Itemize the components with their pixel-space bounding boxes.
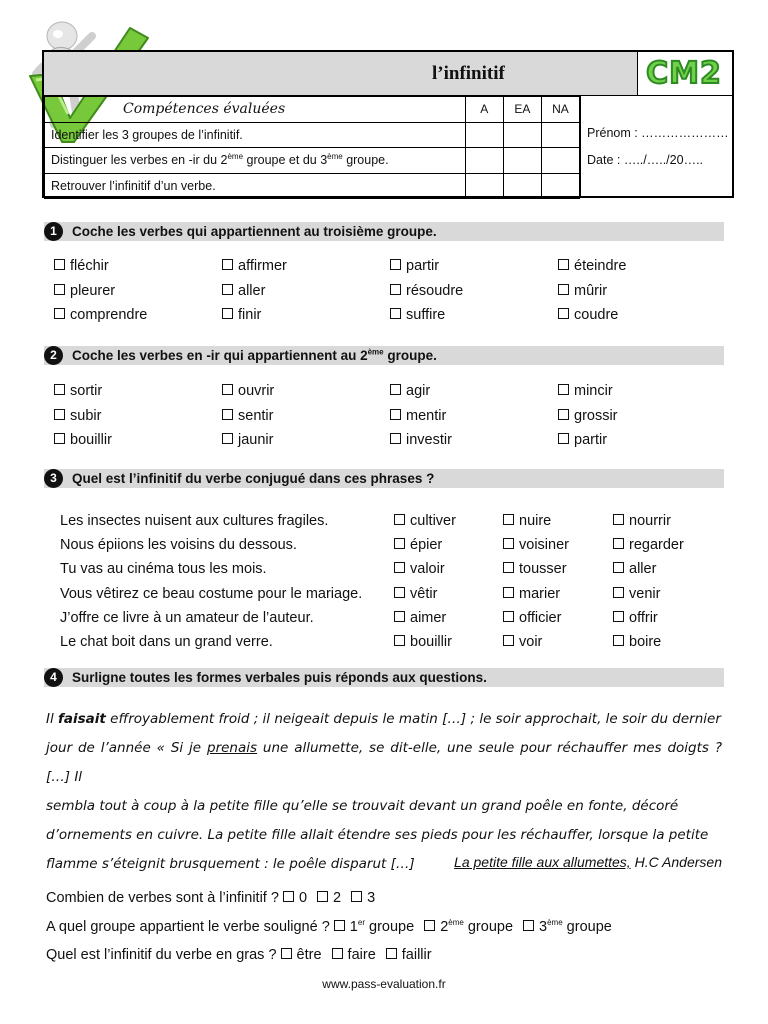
checkbox-icon[interactable]: [613, 587, 624, 598]
section-number: 3: [44, 469, 63, 488]
checkbox-icon[interactable]: [54, 308, 65, 319]
passage-line: flamme s’éteignit brusquement : le poêle disparut […]: [46, 856, 415, 872]
checkbox-icon[interactable]: [351, 891, 362, 902]
infinitive-choice-checkbox[interactable]: [613, 561, 656, 577]
infinitive-choice-checkbox[interactable]: [503, 513, 551, 529]
verb-option-checkbox[interactable]: [390, 408, 446, 424]
option-label: épier: [410, 537, 443, 554]
option-label: sentir: [238, 407, 274, 424]
checkbox-icon[interactable]: [558, 259, 569, 270]
verb-option-checkbox[interactable]: [222, 258, 287, 274]
option-label: 0: [298, 890, 308, 906]
underlined-verb: prenais: [207, 740, 258, 756]
section-title: Coche les verbes en -ir qui appartiennent au 2ème groupe.: [72, 347, 437, 363]
option-label: jaunir: [238, 432, 274, 448]
answer-choice-checkbox[interactable]: [317, 890, 341, 906]
checkbox-icon[interactable]: [54, 259, 65, 270]
checkbox-icon[interactable]: [54, 284, 65, 295]
verb-option-checkbox[interactable]: [390, 307, 445, 323]
checkbox-icon[interactable]: [390, 384, 401, 395]
option-label: cultiver: [410, 513, 456, 529]
option-label: mincir: [574, 383, 613, 399]
checkbox-icon[interactable]: [222, 308, 233, 319]
question-line: [46, 890, 385, 906]
option-label: regarder: [629, 537, 684, 554]
checkbox-icon[interactable]: [222, 259, 233, 270]
verb-option-checkbox[interactable]: [222, 432, 273, 448]
verb-option-checkbox[interactable]: [558, 258, 626, 274]
sentence-text: Vous vêtirez ce beau costume pour le mariage.: [60, 585, 363, 602]
verb-option-checkbox[interactable]: [222, 408, 273, 424]
option-label: coudre: [574, 307, 619, 323]
passage-line: jour de l’année « Si je prenais une allumette, se dit-elle, une seule pour réchauffer mes doigts ? […] Il: [46, 740, 722, 785]
skill-label: Identifier les 3 groupes de l’infinitif.: [45, 122, 466, 148]
checkbox-icon[interactable]: [317, 891, 328, 902]
section-title: Quel est l’infinitif du verbe conjugué dans ces phrases ?: [72, 471, 435, 486]
option-label: agir: [406, 383, 431, 399]
reference-author: H.C Andersen: [634, 854, 722, 870]
reading-passage: [46, 705, 722, 879]
option-label: valoir: [410, 561, 445, 578]
option-label: mentir: [406, 407, 447, 424]
option-label: éteindre: [574, 258, 627, 274]
checkbox-icon[interactable]: [281, 948, 292, 959]
prenom-field[interactable]: Prénom : …………………: [587, 126, 729, 140]
answer-choice-checkbox[interactable]: [424, 919, 513, 935]
option-label: nuire: [519, 513, 552, 529]
option-label: aller: [629, 561, 657, 578]
verb-option-checkbox[interactable]: [54, 383, 102, 399]
option-label: bouillir: [70, 432, 112, 448]
checkbox-icon[interactable]: [503, 562, 514, 573]
checkbox-icon[interactable]: [283, 891, 294, 902]
verb-option-checkbox[interactable]: [390, 432, 452, 448]
section-title: Surligne toutes les formes verbales puis réponds aux questions.: [72, 670, 487, 685]
title-bar: [44, 52, 638, 96]
skill-na-cell[interactable]: [541, 122, 579, 148]
option-label: investir: [406, 432, 452, 448]
verb-option-checkbox[interactable]: [558, 432, 607, 448]
verb-option-checkbox[interactable]: [558, 408, 618, 424]
question-text: Quel est l’infinitif du verbe en gras ?: [46, 947, 281, 963]
option-label: aimer: [410, 609, 447, 626]
skill-label: Distinguer les verbes en -ir du 2ème groupe et du 3ème groupe.: [45, 148, 466, 174]
checkbox-icon[interactable]: [558, 409, 569, 420]
checkbox-icon[interactable]: [54, 384, 65, 395]
section-number: 4: [44, 668, 63, 687]
checkbox-icon[interactable]: [390, 409, 401, 420]
option-label: tousser: [519, 561, 567, 578]
checkbox-icon[interactable]: [394, 587, 405, 598]
checkbox-icon[interactable]: [332, 948, 343, 959]
option-label: 2: [333, 890, 342, 906]
verb-option-checkbox[interactable]: [54, 432, 112, 448]
verb-option-checkbox[interactable]: [54, 258, 109, 274]
option-label: officier: [519, 609, 562, 626]
checkbox-icon[interactable]: [503, 635, 514, 646]
answer-choice-checkbox[interactable]: [283, 890, 307, 906]
skill-a-cell[interactable]: [465, 148, 503, 174]
column-ea: EA: [503, 97, 541, 123]
option-label: affirmer: [238, 258, 287, 274]
option-label: faire: [347, 947, 376, 963]
skills-heading: Compétences évaluées: [45, 97, 466, 123]
section-3-header: [44, 469, 724, 488]
column-na: NA: [541, 97, 579, 123]
footer-url: www.pass-evaluation.fr: [322, 977, 446, 991]
option-label: être: [296, 947, 322, 963]
column-a: A: [465, 97, 503, 123]
skill-ea-cell[interactable]: [503, 148, 541, 174]
question-text: A quel groupe appartient le verbe souligné ?: [46, 919, 334, 935]
verb-option-checkbox[interactable]: [222, 307, 261, 323]
section-4-header: [44, 668, 724, 687]
verb-option-checkbox[interactable]: [222, 283, 265, 299]
checkbox-icon[interactable]: [503, 538, 514, 549]
checkbox-icon[interactable]: [558, 308, 569, 319]
infinitive-choice-checkbox[interactable]: [503, 610, 561, 626]
option-label: bouillir: [410, 634, 452, 650]
option-label: nourrir: [629, 513, 671, 529]
option-label: suffire: [406, 307, 446, 323]
checkbox-icon[interactable]: [558, 384, 569, 395]
verb-option-checkbox[interactable]: [54, 307, 147, 323]
checkbox-icon[interactable]: [503, 514, 514, 525]
checkbox-icon[interactable]: [222, 384, 233, 395]
verb-option-checkbox[interactable]: [54, 408, 101, 424]
verb-option-checkbox[interactable]: [54, 283, 115, 299]
option-label: boire: [629, 634, 662, 650]
verb-option-checkbox[interactable]: [558, 383, 613, 399]
passage-line: Il faisait effroyablement froid ; il neigeait depuis le matin […] ; le soir approchait, le soir du dernier: [46, 711, 721, 727]
option-label: subir: [70, 407, 102, 424]
option-label: finir: [238, 307, 262, 323]
skill-row: [45, 148, 580, 174]
infinitive-choice-checkbox[interactable]: [503, 561, 567, 577]
option-label: pleurer: [70, 282, 116, 299]
option-label: venir: [629, 585, 661, 602]
skills-table: [44, 96, 580, 199]
reference-title: La petite fille aux allumettes,: [454, 854, 631, 870]
infinitive-choice-checkbox[interactable]: [394, 537, 442, 553]
level-badge: CM2: [646, 56, 722, 91]
checkbox-icon[interactable]: [558, 433, 569, 444]
skill-na-cell[interactable]: [541, 148, 579, 174]
option-label: faillir: [401, 947, 432, 963]
checkbox-icon[interactable]: [394, 562, 405, 573]
section-title: Coche les verbes qui appartiennent au troisième groupe.: [72, 224, 437, 239]
checkbox-icon[interactable]: [394, 538, 405, 549]
verb-option-checkbox[interactable]: [390, 383, 430, 399]
option-label: grossir: [574, 407, 618, 424]
option-label: marier: [519, 585, 561, 602]
checkbox-icon[interactable]: [54, 433, 65, 444]
answer-choice-checkbox[interactable]: [334, 919, 414, 935]
skill-a-cell[interactable]: [465, 173, 503, 199]
infinitive-choice-checkbox[interactable]: [394, 610, 446, 626]
option-label: mûrir: [574, 282, 608, 299]
checkbox-icon[interactable]: [394, 635, 405, 646]
checkbox-icon[interactable]: [390, 433, 401, 444]
infinitive-choice-checkbox[interactable]: [394, 586, 437, 602]
verb-option-checkbox[interactable]: [390, 283, 463, 299]
option-label: 2ème groupe: [440, 918, 514, 935]
option-label: offrir: [629, 609, 658, 626]
option-label: comprendre: [70, 307, 148, 323]
option-label: résoudre: [406, 282, 464, 299]
checkbox-icon[interactable]: [222, 284, 233, 295]
infinitive-choice-checkbox[interactable]: [613, 610, 658, 626]
infinitive-choice-checkbox[interactable]: [394, 561, 445, 577]
student-identity: [580, 96, 734, 196]
option-label: voir: [519, 634, 543, 650]
checkbox-icon[interactable]: [523, 920, 534, 931]
section-number: 2: [44, 346, 63, 365]
verb-option-checkbox[interactable]: [558, 283, 607, 299]
checkbox-icon[interactable]: [503, 611, 514, 622]
question-text: Combien de verbes sont à l’infinitif ?: [46, 890, 283, 906]
passage-line: sembla tout à coup à la petite fille qu’elle se trouvait devant un grand poêle en fonte, décoré: [46, 798, 679, 814]
option-label: 3ème groupe: [539, 918, 612, 935]
option-label: sortir: [70, 383, 103, 399]
checkbox-icon[interactable]: [613, 562, 624, 573]
sentence-text: J’offre ce livre à un amateur de l’auteur.: [60, 609, 314, 626]
header-box: [42, 50, 734, 198]
checkbox-icon[interactable]: [394, 514, 405, 525]
skill-row: [45, 122, 580, 148]
checkbox-icon[interactable]: [558, 284, 569, 295]
checkbox-icon[interactable]: [334, 920, 345, 931]
option-label: vêtir: [410, 585, 438, 602]
section-1-header: [44, 222, 724, 241]
bold-verb: faisait: [58, 711, 106, 727]
verb-option-checkbox[interactable]: [222, 383, 274, 399]
infinitive-choice-checkbox[interactable]: [503, 537, 569, 553]
skill-ea-cell[interactable]: [503, 173, 541, 199]
option-label: 1er groupe: [349, 918, 415, 935]
date-field[interactable]: Date : …../…../20…..: [587, 153, 704, 167]
sentence-text: Tu vas au cinéma tous les mois.: [60, 561, 267, 578]
checkbox-icon[interactable]: [424, 920, 435, 931]
infinitive-choice-checkbox[interactable]: [503, 586, 560, 602]
passage-reference: [454, 854, 722, 870]
option-label: fléchir: [70, 258, 109, 274]
skills-header-row: [45, 97, 580, 123]
checkbox-icon[interactable]: [390, 308, 401, 319]
infinitive-choice-checkbox[interactable]: [613, 634, 661, 650]
sentence-text: Nous épiions les voisins du dessous.: [60, 537, 297, 554]
answer-choice-checkbox[interactable]: [523, 919, 612, 935]
question-line: [46, 919, 622, 935]
infinitive-choice-checkbox[interactable]: [613, 537, 684, 553]
checkbox-icon[interactable]: [613, 538, 624, 549]
option-label: partir: [406, 258, 440, 274]
section-2-header: [44, 346, 724, 365]
checkbox-icon[interactable]: [386, 948, 397, 959]
checkbox-icon[interactable]: [503, 587, 514, 598]
sentence-text: Le chat boit dans un grand verre.: [60, 634, 273, 650]
option-label: voisiner: [519, 537, 569, 554]
answer-choice-checkbox[interactable]: [351, 890, 375, 906]
infinitive-choice-checkbox[interactable]: [394, 634, 452, 650]
option-label: partir: [574, 432, 608, 448]
infinitive-choice-checkbox[interactable]: [613, 513, 671, 529]
checkbox-icon[interactable]: [54, 409, 65, 420]
checkbox-icon[interactable]: [222, 433, 233, 444]
page-title: l’infinitif: [432, 63, 505, 84]
option-label: ouvrir: [238, 383, 275, 399]
passage-line: d’ornements en cuivre. La petite fille allait étendre ses pieds pour les réchauffer, lorsque la petite: [46, 827, 709, 843]
skill-ea-cell[interactable]: [503, 122, 541, 148]
section-number: 1: [44, 222, 63, 241]
option-label: aller: [238, 282, 266, 299]
skill-na-cell[interactable]: [541, 173, 579, 199]
skill-row: [45, 173, 580, 199]
checkbox-icon[interactable]: [222, 409, 233, 420]
answer-choice-checkbox[interactable]: [281, 947, 322, 963]
checkbox-icon[interactable]: [394, 611, 405, 622]
answer-choice-checkbox[interactable]: [332, 947, 376, 963]
checkbox-icon[interactable]: [390, 259, 401, 270]
infinitive-choice-checkbox[interactable]: [613, 586, 660, 602]
checkbox-icon[interactable]: [613, 635, 624, 646]
sentence-text: Les insectes nuisent aux cultures fragiles.: [60, 513, 329, 529]
verb-option-checkbox[interactable]: [558, 307, 618, 323]
checkbox-icon[interactable]: [613, 611, 624, 622]
option-label: 3: [367, 890, 376, 906]
level-badge-box: [638, 52, 732, 96]
checkbox-icon[interactable]: [613, 514, 624, 525]
skill-a-cell[interactable]: [465, 122, 503, 148]
skill-label: Retrouver l’infinitif d’un verbe.: [45, 173, 466, 199]
question-line: [46, 947, 442, 963]
checkbox-icon[interactable]: [390, 284, 401, 295]
infinitive-choice-checkbox[interactable]: [503, 634, 542, 650]
infinitive-choice-checkbox[interactable]: [394, 513, 456, 529]
answer-choice-checkbox[interactable]: [386, 947, 432, 963]
verb-option-checkbox[interactable]: [390, 258, 439, 274]
